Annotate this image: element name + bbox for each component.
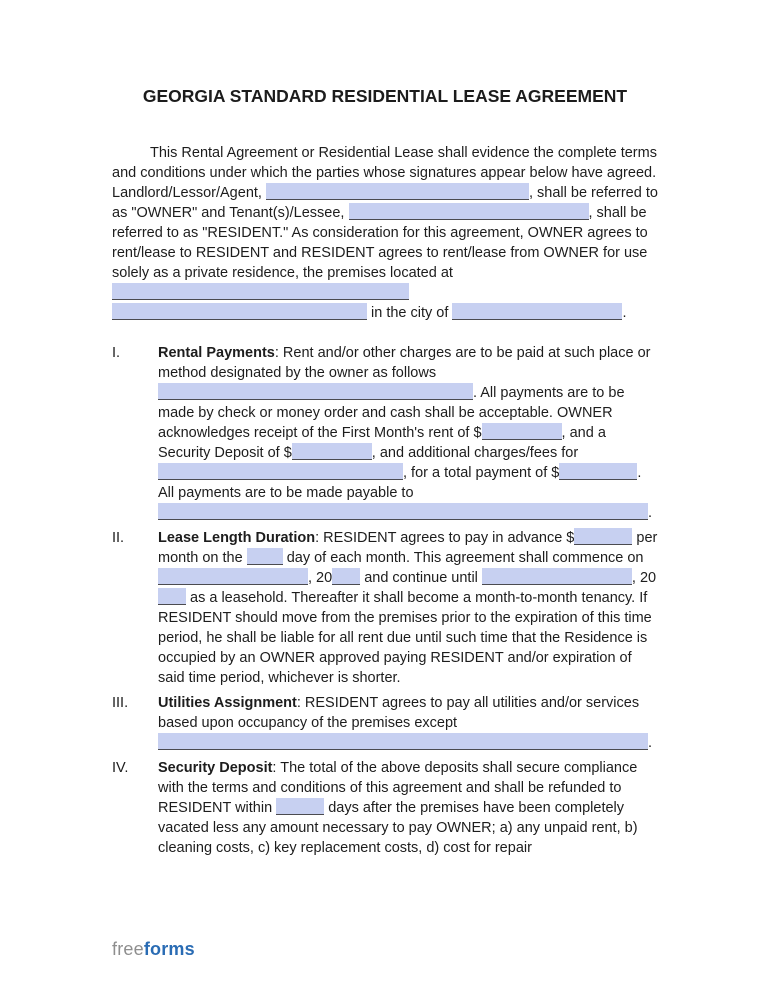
commence-year-field[interactable]	[332, 568, 360, 585]
section-text: , 20	[308, 570, 333, 586]
intro-text-2: , shall be referred to as "OWNER" and Tenant(s)/Lessee,	[112, 185, 658, 221]
section-body	[158, 693, 658, 753]
section-security-deposit	[112, 758, 658, 858]
section-text: , for a total payment of $	[403, 465, 560, 481]
section-text: . All payments are to be made payable to	[158, 465, 642, 501]
section-lease-length	[112, 528, 658, 688]
section-heading: Security Deposit	[158, 760, 273, 776]
section-text: . All payments are to be made by check or money order and cash shall be acceptable. OWNER acknowledges receipt of the First Month's rent of $	[158, 385, 625, 441]
premises-address-line1-field[interactable]	[112, 283, 409, 300]
numbered-sections	[112, 343, 658, 858]
section-text: per month on the	[158, 530, 658, 566]
section-text: and continue until	[360, 570, 482, 586]
section-text: as a leasehold. Thereafter it shall become a month-to-month tenancy. If RESIDENT should move from the premises prior to the expiration of this time period, he shall be liable for all rent due until such time that the Residence is occupied by an OWNER approved paying RESIDENT and/or expiration of said time period, whichever is shorter.	[158, 590, 652, 686]
intro-text-1: This Rental Agreement or Residential Lease shall evidence the complete terms and conditions under which the parties whose signatures appear below have agreed. Landlord/Lessor/Agent,	[112, 145, 657, 201]
document-title: GEORGIA STANDARD RESIDENTIAL LEASE AGREEMENT	[142, 86, 628, 106]
brand-forms-text: forms	[143, 939, 195, 959]
section-heading: Rental Payments	[158, 345, 275, 361]
section-body	[158, 528, 658, 688]
intro-text-3: , shall be referred to as "RESIDENT." As consideration for this agreement, OWNER agrees to rent/lease to RESIDENT and RESIDENT agrees to rent/lease from OWNER for use solely as a private residence, the premises located at	[112, 205, 648, 281]
intro-paragraph	[112, 143, 658, 323]
total-payment-field[interactable]	[559, 463, 637, 480]
section-numeral: I.	[112, 345, 121, 361]
section-text: , and a Security Deposit of $	[158, 425, 606, 461]
brand-free-text: free	[112, 939, 144, 959]
end-year-field[interactable]	[158, 588, 186, 605]
section-numeral: III.	[112, 695, 129, 711]
intro-text-5: .	[622, 305, 627, 321]
section-numeral: IV.	[112, 760, 129, 776]
section-text: .	[648, 735, 653, 751]
section-text: , 20	[631, 570, 657, 586]
utilities-exception-field[interactable]	[158, 733, 648, 750]
commence-date-field[interactable]	[158, 568, 308, 585]
end-date-field[interactable]	[482, 568, 632, 585]
section-text: : RESIDENT agrees to pay in advance $	[315, 530, 575, 546]
landlord-agent-field[interactable]	[266, 183, 529, 200]
section-rental-payments	[112, 343, 658, 523]
section-text: days after the premises have been completely vacated less any amount necessary to pay OWNER; a) any unpaid rent, b) cleaning costs, c) key replacement costs, d) cost for repair	[158, 800, 638, 856]
section-numeral: II.	[112, 530, 125, 546]
payable-to-field[interactable]	[158, 503, 648, 520]
advance-rent-field[interactable]	[574, 528, 632, 545]
additional-charges-field[interactable]	[158, 463, 403, 480]
city-field[interactable]	[452, 303, 622, 320]
refund-days-field[interactable]	[276, 798, 324, 815]
section-utilities	[112, 693, 658, 753]
freeforms-logo	[112, 939, 195, 960]
section-text: day of each month. This agreement shall commence on	[282, 550, 644, 566]
rent-due-day-field[interactable]	[247, 548, 283, 565]
section-text: : RESIDENT agrees to pay all utilities and/or services based upon occupancy of the premises except	[158, 695, 640, 731]
section-heading: Lease Length Duration	[158, 530, 316, 546]
section-text: : Rent and/or other charges are to be paid at such place or method designated by the owner as follows	[158, 345, 651, 381]
first-month-rent-field[interactable]	[482, 423, 562, 440]
section-text: .	[648, 505, 653, 521]
security-deposit-amount-field[interactable]	[292, 443, 372, 460]
tenant-lessee-field[interactable]	[349, 203, 589, 220]
premises-address-line2-field[interactable]	[112, 303, 367, 320]
section-text: : The total of the above deposits shall secure compliance with the terms and conditions of this agreement and shall be refunded to RESIDENT within	[158, 760, 638, 816]
intro-text-4: in the city of	[367, 305, 453, 321]
section-heading: Utilities Assignment	[158, 695, 297, 711]
payment-method-field[interactable]	[158, 383, 473, 400]
section-text: , and additional charges/fees for	[371, 445, 579, 461]
section-body	[158, 343, 658, 523]
section-body	[158, 758, 658, 858]
